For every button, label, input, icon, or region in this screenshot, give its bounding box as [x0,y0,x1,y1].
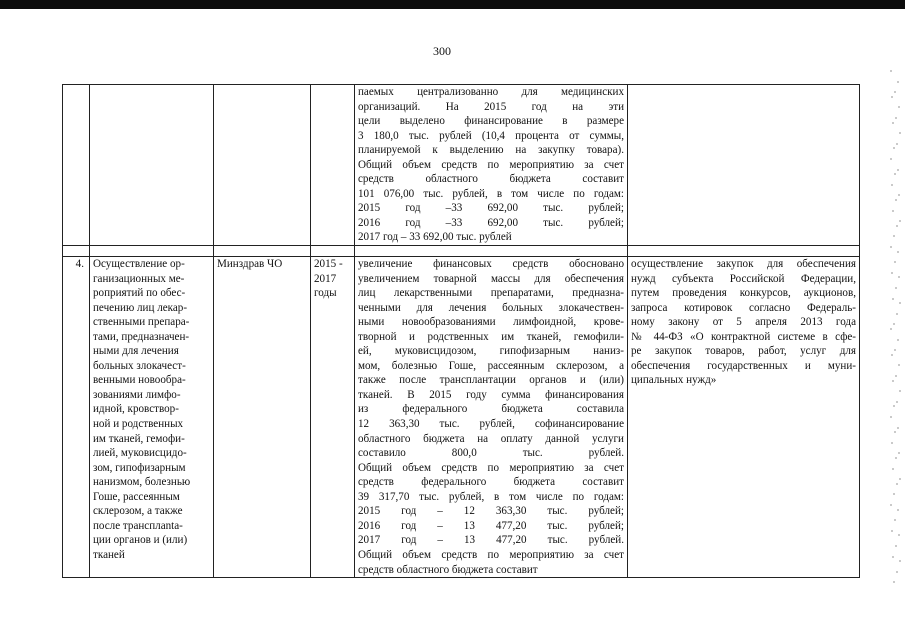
table-row-spacer [63,246,860,257]
text-line: средств областного бюджета составит [358,173,624,186]
text-line: ченными для лечения больных злокачествен- [358,301,624,314]
scan-edge-noise [890,70,902,590]
scan-speck [891,272,893,274]
text-line: мом, болезнью Гоше, рассеянным склерозом, а [358,359,624,372]
text-line: путем проведения конкурсов, аукционов, [631,287,856,300]
scan-speck [897,251,899,253]
scan-speck [890,158,892,160]
text-line: печению лиц лекар- [93,301,188,314]
scan-speck [898,194,900,196]
text-line: Осуществление ор- [93,258,185,271]
text-line: 2015 год –33 692,00 тыс. рублей; [358,202,624,215]
scan-speck [899,478,901,480]
text-line: ными для лечения [93,345,179,358]
scan-speck [898,106,900,108]
scan-speck [895,375,897,377]
text-line: 2017 год – 33 692,00 тыс. рублей [358,231,512,244]
text-line: склерозом, а также [93,505,183,518]
scan-speck [892,556,894,558]
scan-speck [892,298,894,300]
text-line: годы [314,287,337,300]
scan-speck [899,302,901,304]
scan-speck [898,534,900,536]
scan-speck [894,91,896,93]
scan-speck [893,493,895,495]
text-line: обеспечения государственных и муни- [631,359,856,372]
scan-speck [892,122,894,124]
text-line: ственными препара- [93,316,190,329]
text-line: областного бюджета на оплату данной услуги [358,432,624,445]
scan-top-border [0,0,905,9]
scan-speck [894,519,896,521]
scan-speck [898,452,900,454]
text-line: тами, предназначен- [93,330,190,343]
scan-speck [893,235,895,237]
text-line: зом, гипофизарным [93,461,186,474]
cell-activity [90,257,214,578]
scan-speck [891,530,893,532]
text-line: ной и родственных [93,418,184,431]
scan-speck [899,220,901,222]
text-line: ции органов и (или) [93,534,188,547]
text-line: 39 317,70 тыс. рублей, в том числе по годам: [358,490,624,503]
scan-speck [893,405,895,407]
text-line: увеличением товарной массы для обеспечения [358,272,624,285]
cell-activity-empty [90,85,214,246]
cell-description [355,257,628,578]
text-line: лией, муковисцидо- [93,447,187,460]
text-line: после трансплanta- [93,519,183,532]
text-line: Гоше, рассеянным [93,490,180,503]
page-number: 300 [433,44,451,58]
text-line: составило 800,0 тыс. рублей. [358,447,624,460]
text-line: организаций. На 2015 год на эти [358,100,624,113]
table-row-4 [63,257,860,578]
text-line: планируемой к выделению на закупку товара). [358,144,624,157]
scan-speck [891,96,893,98]
scan-speck [899,390,901,392]
scan-speck [891,442,893,444]
text-line: ей, муковисцидозом, гипофизарным наниз- [358,345,624,358]
text-line: венными новообра- [93,374,186,387]
text-line: лиц лекарственными препаратами, предназна- [358,287,624,300]
text-line: им тканей, гемофи- [93,432,185,445]
cell-executor: Минздрав ЧО [214,257,311,578]
scan-speck [896,225,898,227]
scan-speck [892,210,894,212]
text-line: 2015 год – 12 363,30 тыс. рублей; [358,505,624,518]
scan-speck [894,431,896,433]
text-line: увеличение финансовых средств обосновано [358,258,624,271]
scan-speck [892,380,894,382]
text-line: идной, кровствор- [93,403,179,416]
text-line: ными новообразованиями лимфоидной, крове- [358,316,624,329]
scan-speck [890,504,892,506]
text-line: ному закону от 5 апреля 2013 года [631,316,856,329]
scan-speck [899,132,901,134]
activity-text [93,257,210,562]
text-line: ре закупок товаров, работ, услуг для [631,345,856,358]
text-line: зованиями лимфо- [93,388,181,401]
scan-speck [895,117,897,119]
text-line: 3 180,0 тыс. рублей (10,4 процента от суммы, [358,129,624,142]
scan-speck [895,199,897,201]
text-line: запроса котировок согласно Федераль- [631,301,856,314]
scan-speck [890,246,892,248]
scan-speck [893,581,895,583]
cell-basis-empty [628,85,860,246]
text-line: паемых централизованно для медицинских [358,86,624,98]
scan-speck [890,70,892,72]
text-line: № 44-ФЗ «О контрактной системе в сфе- [631,330,856,343]
scan-speck [898,364,900,366]
table-row-continued [63,85,860,246]
scan-speck [895,287,897,289]
text-line: цели выделено финансирование в размере [358,115,624,128]
scan-speck [895,545,897,547]
cell-period [311,257,355,578]
text-line: 2017 [314,272,337,285]
cell-description [355,85,628,246]
scan-speck [899,560,901,562]
text-line: 12 363,30 тыс. рублей, софинансирование [358,418,624,431]
cell-executor-empty [214,85,311,246]
text-line: творной и родственных им тканей, гемофили- [358,330,624,343]
scan-speck [892,468,894,470]
description-text [358,85,624,245]
text-line: также после трансплантации органов и (или) [358,374,624,387]
period-text [314,257,351,301]
scan-speck [891,184,893,186]
text-line: роприятий по обес- [93,287,186,300]
text-line: Общий объем средств по мероприятию за счет [358,461,624,474]
text-line: нанизмом, болезнью [93,476,191,489]
scan-speck [897,509,899,511]
text-line: осуществление закупок для обеспечения [631,258,856,271]
scan-speck [896,483,898,485]
text-line: 2016 год – 13 477,20 тыс. рублей; [358,519,624,532]
text-line: средств областного бюджета составит [358,563,538,576]
scan-speck [896,571,898,573]
scan-speck [896,401,898,403]
text-line: тканей. В 2015 году сумма финансирования [358,388,624,401]
measures-table [62,84,860,578]
text-line: нужд субъекта Российской Федерации, [631,272,856,285]
scan-speck [894,261,896,263]
text-line: ганизационных ме- [93,272,185,285]
scan-speck [897,339,899,341]
scan-speck [897,169,899,171]
scan-speck [896,313,898,315]
scan-speck [898,276,900,278]
text-line: Общий объем средств по мероприятию за счет [358,158,624,171]
legal-basis-text [631,257,856,388]
scan-speck [890,416,892,418]
text-line: 2017 год – 13 477,20 тыс. рублей. [358,534,624,547]
text-line: из федерального бюджета составила [358,403,624,416]
text-line: Общий объем средств по мероприятию за счет [358,548,624,561]
text-line: больных злокачест- [93,359,186,372]
text-line: тканей [93,548,125,561]
text-line: 101 076,00 тыс. рублей, в том числе по годам: [358,187,624,200]
scan-speck [891,354,893,356]
scan-speck [893,147,895,149]
scan-speck [897,81,899,83]
text-line: ципальных нужд» [631,374,717,387]
scan-speck [897,427,899,429]
scan-speck [894,349,896,351]
text-line: 2016 год –33 692,00 тыс. рублей; [358,216,624,229]
cell-legal-basis [628,257,860,578]
description-text [358,257,624,577]
cell-number-empty [63,85,90,246]
scan-speck [894,173,896,175]
scan-speck [893,323,895,325]
cell-period-empty [311,85,355,246]
text-line: 2015 - [314,258,343,271]
scan-speck [890,328,892,330]
row-number: 4. [63,257,90,578]
text-line: средств федерального бюджета составит [358,476,624,489]
scan-speck [895,457,897,459]
scan-speck [896,143,898,145]
